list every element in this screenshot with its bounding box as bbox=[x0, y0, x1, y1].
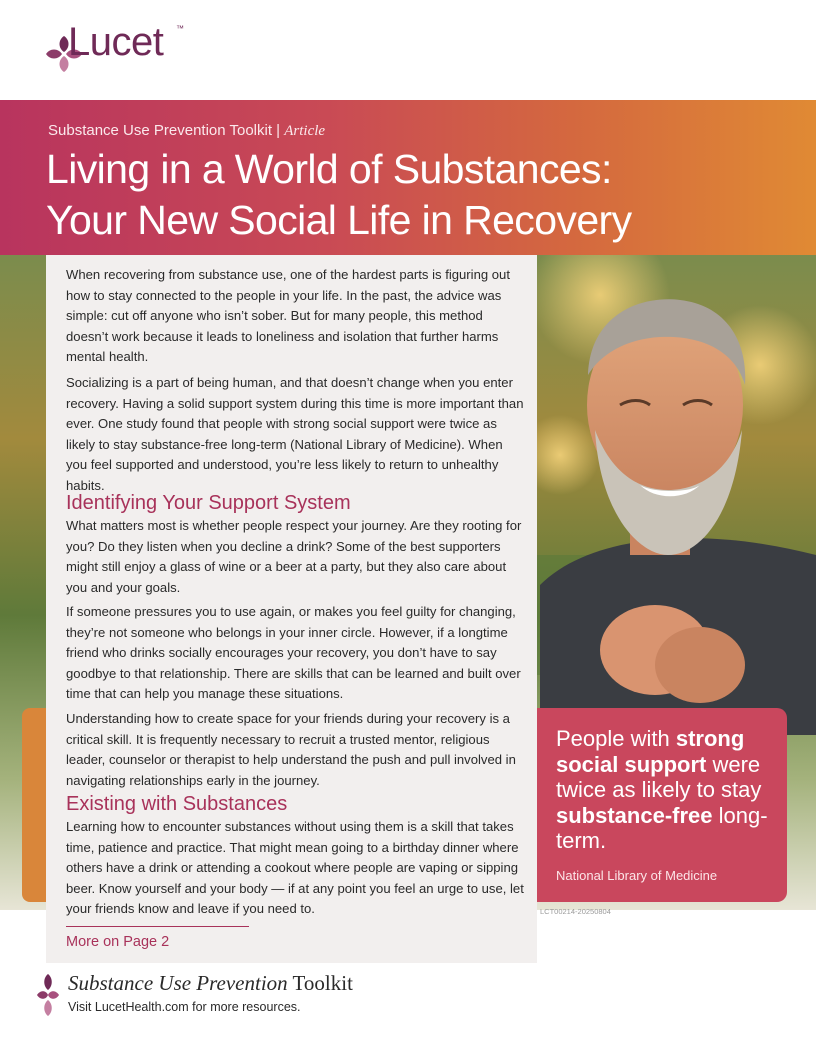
more-on-page-2-link[interactable]: More on Page 2 bbox=[66, 934, 170, 950]
article-card bbox=[46, 255, 537, 963]
footer-title bbox=[68, 971, 353, 996]
paragraph-4: If someone pressures you to use again, or makes you feel guilty for changing, they’re not someone who belongs in your inner circle. However, if a longtime friend who drinks socially encourages your recovery, you don’t have to say goodbye to that relationship. There are skills that can be learned and built over time that can help you manage these situations. bbox=[66, 604, 521, 701]
footer-title-italic: Substance Use Prevention bbox=[68, 971, 288, 995]
footer-visit-link[interactable]: Visit LucetHealth.com for more resources. bbox=[68, 1000, 301, 1014]
quote-part: were twice as likely to stay bbox=[556, 751, 762, 802]
quote-part: People with bbox=[556, 726, 676, 751]
quote-emphasis: strong social support bbox=[556, 726, 745, 777]
title-line-2: Your New Social Life in Recovery bbox=[46, 197, 632, 243]
divider bbox=[66, 926, 249, 927]
heading-support-system: Identifying Your Support System bbox=[66, 492, 351, 514]
kicker bbox=[48, 122, 325, 140]
quote-source: National Library of Medicine bbox=[556, 868, 718, 883]
quote-part: long-term. bbox=[556, 802, 768, 853]
paragraph-5: Understanding how to create space for your friends during your recovery is a critical skill. It is frequently necessary to recruit a trusted mentor, religious leader, counselor or therapist to help understand the push and pull involved in navigating relationships early in the journey. bbox=[66, 711, 516, 788]
heading-existing-with-substances: Existing with Substances bbox=[66, 793, 288, 815]
page-title bbox=[46, 144, 631, 246]
paragraph-3: What matters most is whether people respect your journey. Are they rooting for you? Do they listen when you decline a drink? Some of the best supporters might still enjoy a glass of wine or a beer at a party, but they also care about you and your goals. bbox=[66, 518, 522, 595]
footer-logo-icon bbox=[36, 972, 60, 1018]
document-code: LCT00214-20250804 bbox=[540, 907, 611, 916]
paragraph-1: When recovering from substance use, one of the hardest parts is figuring out how to stay connected to the people in your life. In the past, the advice was simple: cut off anyone who isn’t sober. But for many people, this method doesn’t work because it leads to loneliness and isolation that further harms mental health. bbox=[66, 267, 510, 364]
pull-quote bbox=[537, 708, 787, 902]
lucet-logo bbox=[40, 22, 200, 92]
quote-emphasis: substance-free bbox=[556, 802, 713, 828]
trademark: ™ bbox=[176, 24, 184, 33]
kicker-series: Substance Use Prevention Toolkit | bbox=[48, 122, 281, 139]
paragraph-6: Learning how to encounter substances without using them is a skill that takes time, patience and practice. That might mean going to a birthday dinner where others have a drink or attending a cookout where people are vaping or sipping beer. Know yourself and your body — if at any point you feel an urge to use, let your friends know and leave if you need to. bbox=[66, 819, 524, 916]
quote-text bbox=[556, 726, 781, 854]
title-line-1: Living in a World of Substances: bbox=[46, 146, 612, 192]
footer-title-plain: Toolkit bbox=[287, 971, 353, 995]
kicker-type: Article bbox=[284, 123, 326, 139]
paragraph-2: Socializing is a part of being human, and that doesn’t change when you enter recovery. Having a solid support system during this time is more important than ever. One study found that people with strong social support were twice as likely to stay substance-free long-term (National Library of Medicine). When you feel supported and understood, you’re less likely to return to unhealthy habits. bbox=[66, 375, 524, 493]
brand-name: Lucet bbox=[68, 20, 164, 64]
header-band bbox=[0, 100, 816, 255]
